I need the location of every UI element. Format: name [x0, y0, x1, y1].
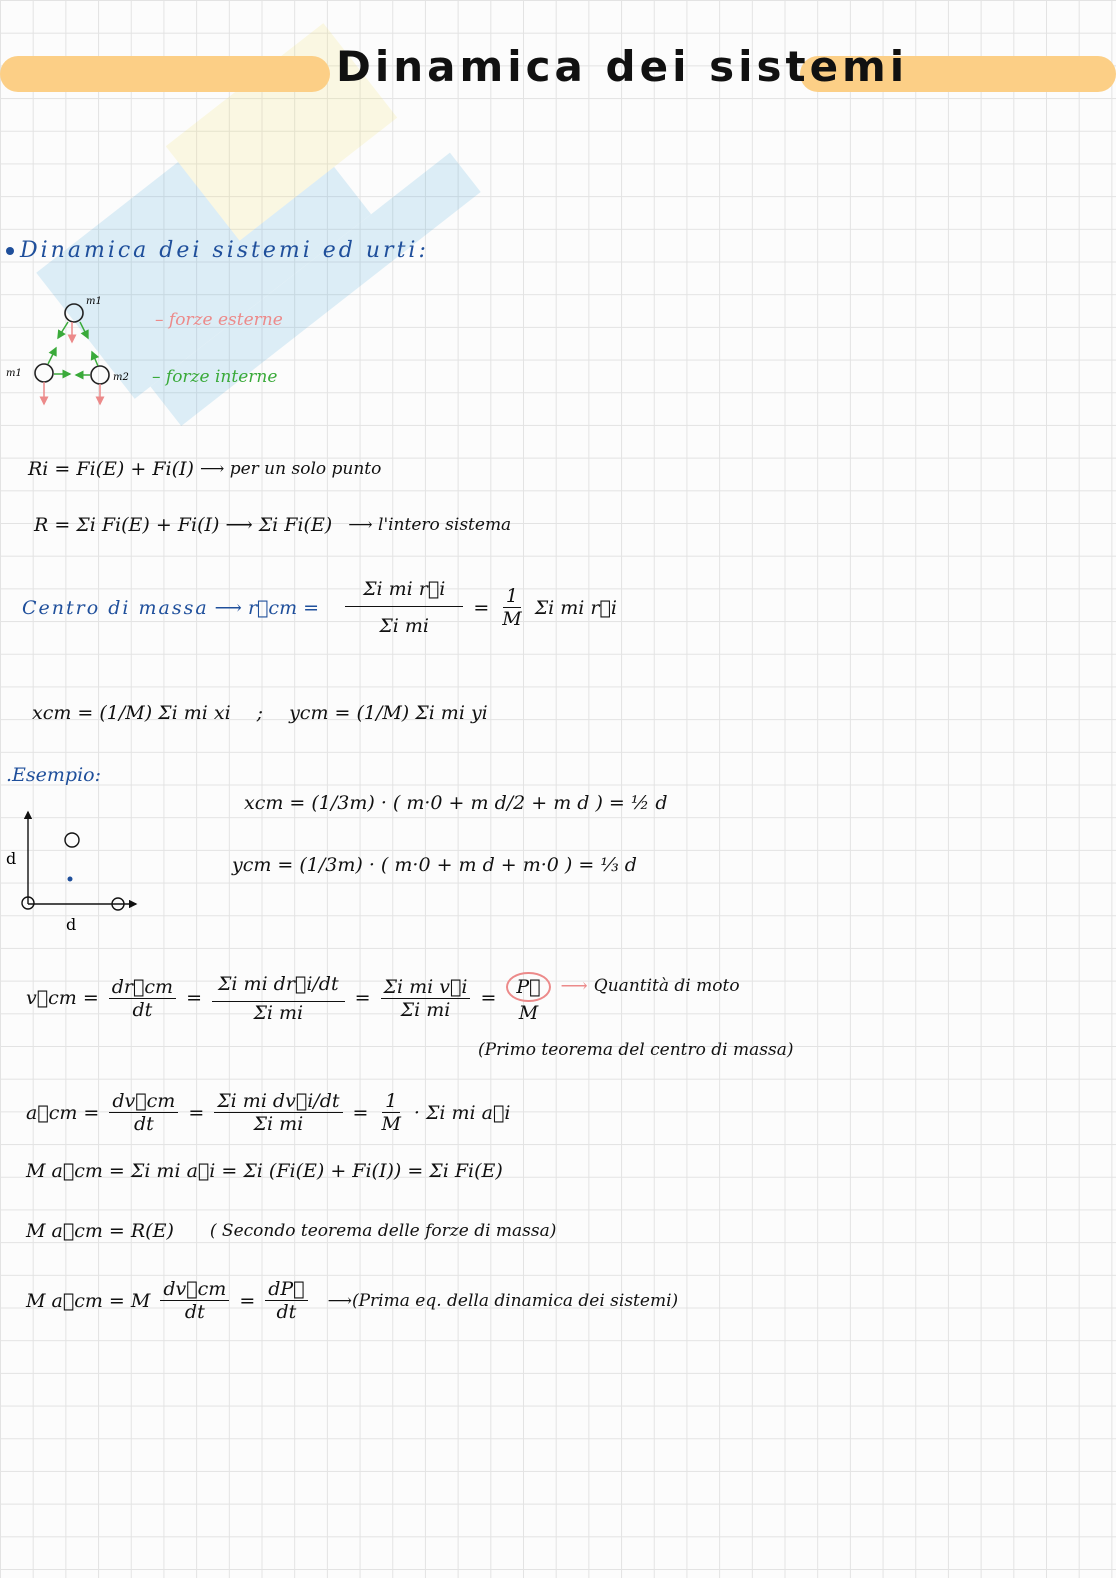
- velocity-frac-1: [109, 976, 176, 1021]
- equation-resultant-point-note: ⟶ per un solo punto: [199, 459, 382, 479]
- frac-den: Σi mi: [400, 998, 451, 1021]
- center-of-mass-fraction: [345, 578, 463, 637]
- velocity-center-of-mass: v⃗cm = $\frac{dr⃗cm}{dt}$ = $\frac{\text{Σi mi dr⃗i/dt}}{\text{Σi mi}}$ = $\frac{\text{Σi mi v⃗i}}{\text{Σi mi}}$ = $\frac{P⃗}{M}$ ⟶ Quantità di moto: [26, 972, 740, 1024]
- frac-num: Σi mi dr⃗i/dt: [212, 973, 345, 1002]
- equation-resultant-system-note: ⟶ l'intero sistema: [348, 515, 512, 535]
- center-of-mass-one-over-m: [499, 585, 524, 630]
- mass-left-circle: [35, 364, 53, 382]
- frac-num: Σi mi dv⃗i/dt: [214, 1090, 342, 1113]
- velocity-frac-momentum: [506, 972, 550, 1024]
- example-xcm: xcm = (1/3m) · ( m·0 + m d/2 + m d ) = ½ d: [244, 792, 668, 814]
- center-of-mass-lhs: ⟶ r⃗cm =: [214, 596, 320, 619]
- frac-den: M: [381, 1113, 401, 1135]
- example-mass-y: [65, 833, 79, 847]
- equation-first-dynamics: [26, 1278, 678, 1323]
- frac-num: 1: [382, 1090, 400, 1113]
- frac-den: dt: [132, 998, 153, 1021]
- velocity-lhs: v⃗cm =: [26, 987, 99, 1009]
- equation-first-dynamics-frac-2: [265, 1278, 307, 1323]
- example-ycm: ycm = (1/3m) · ( m·0 + m d + m·0 ) = ⅓ d: [232, 854, 637, 876]
- equation-resultant-system: [34, 514, 511, 536]
- center-of-mass-numerator: Σi mi r⃗i: [345, 578, 463, 607]
- acceleration-frac-3: [378, 1090, 403, 1135]
- center-of-mass-components: [32, 702, 488, 724]
- equation-second-theorem: [26, 1220, 556, 1242]
- equation-first-dynamics-frac-1: [160, 1278, 229, 1323]
- mass-label-right: m2: [113, 372, 129, 383]
- frac-num: dv⃗cm: [160, 1278, 229, 1301]
- acceleration-frac-2: [214, 1090, 342, 1135]
- acceleration-lhs: a⃗cm =: [26, 1101, 100, 1124]
- frac-num: dr⃗cm: [109, 976, 176, 999]
- frac-den: dt: [133, 1113, 154, 1135]
- mass-label-left: m1: [6, 368, 22, 379]
- frac-den: M: [518, 1002, 539, 1024]
- example-axes-diagram: [2, 808, 152, 938]
- example-axis-y-label: d: [6, 849, 17, 868]
- frac-den: dt: [276, 1301, 297, 1323]
- equation-total-force: M a⃗cm = Σi mi a⃗i = Σi (Fi(E) + Fi(I)) = Σi Fi(E): [26, 1160, 503, 1182]
- mass-right-circle: [91, 366, 109, 384]
- acceleration-frac-1: [109, 1090, 178, 1135]
- center-of-mass-rhs-sum: Σi mi r⃗i: [534, 596, 617, 619]
- equation-resultant-system-lhs: R = Σi Fi(E) + Fi(I) ⟶ Σi Fi(E): [34, 514, 333, 536]
- momentum-arrow: ⟶: [560, 975, 588, 997]
- page-title: Dinamica dei sistemi: [336, 42, 909, 91]
- equation-second-theorem-note: ( Secondo teorema delle forze di massa): [209, 1221, 557, 1241]
- section-heading: [6, 238, 429, 263]
- acceleration-tail: · Σi mi a⃗i: [413, 1101, 511, 1124]
- mass-top-circle: [65, 304, 83, 322]
- first-theorem-note: (Primo teorema del centro di massa): [478, 1040, 794, 1060]
- components-separator: ;: [256, 702, 264, 724]
- equation-second-theorem-lhs: M a⃗cm = R(E): [26, 1220, 174, 1242]
- legend-external-forces: – forze esterne: [155, 310, 283, 330]
- frac-den: Σi mi: [253, 1113, 304, 1135]
- frac-den: Σi mi: [253, 1001, 304, 1024]
- center-of-mass-definition: Centro di massa ⟶ r⃗cm = $\frac{\text{Σi mi r⃗i}}{\text{Σi mi}}$ = $\frac{1}{M}$ Σi mi r⃗i: [22, 578, 617, 637]
- frac-num: dv⃗cm: [109, 1090, 178, 1113]
- xcm-formula: xcm = (1/M) Σi mi xi: [32, 702, 231, 724]
- equation-resultant-point: [28, 458, 381, 480]
- acceleration-center-of-mass: a⃗cm = $\frac{dv⃗cm}{dt}$ = $\frac{\text{Σi mi dv⃗i/dt}}{\text{Σi mi}}$ = $\frac{1}{M}$ · Σi mi a⃗i: [26, 1090, 511, 1135]
- example-label: .Esempio:: [6, 764, 101, 786]
- frac-num: Σi mi v⃗i: [381, 976, 471, 999]
- equation-first-dynamics-note: ⟶(Prima eq. della dinamica dei sistemi): [327, 1290, 679, 1311]
- frac-num: 1: [503, 585, 521, 608]
- equals-sign: =: [239, 1289, 256, 1312]
- equation-first-dynamics-lhs: M a⃗cm = M: [26, 1289, 151, 1312]
- example-center-of-mass-dot: [68, 877, 73, 882]
- frac-num: dP⃗: [265, 1278, 307, 1301]
- example-axis-x-label: d: [66, 915, 77, 934]
- equation-resultant-point-lhs: Ri = Fi(E) + Fi(I): [28, 458, 194, 480]
- momentum-symbol: P⃗: [506, 972, 550, 1002]
- ycm-formula: ycm = (1/M) Σi mi yi: [289, 702, 488, 724]
- center-of-mass-denominator: Σi mi: [379, 615, 430, 637]
- center-of-mass-label: Centro di massa: [22, 596, 209, 619]
- frac-den: dt: [184, 1301, 205, 1323]
- frac-den: M: [502, 608, 522, 630]
- velocity-frac-3: [381, 976, 471, 1021]
- section-heading-text: Dinamica dei sistemi ed urti:: [20, 238, 429, 263]
- title-band-left: [0, 56, 330, 92]
- bullet-dot: [6, 247, 14, 255]
- velocity-frac-2: [212, 973, 345, 1024]
- legend-internal-forces: – forze interne: [152, 367, 278, 387]
- mass-label-top: m1: [86, 296, 102, 307]
- momentum-note: Quantità di moto: [593, 976, 740, 996]
